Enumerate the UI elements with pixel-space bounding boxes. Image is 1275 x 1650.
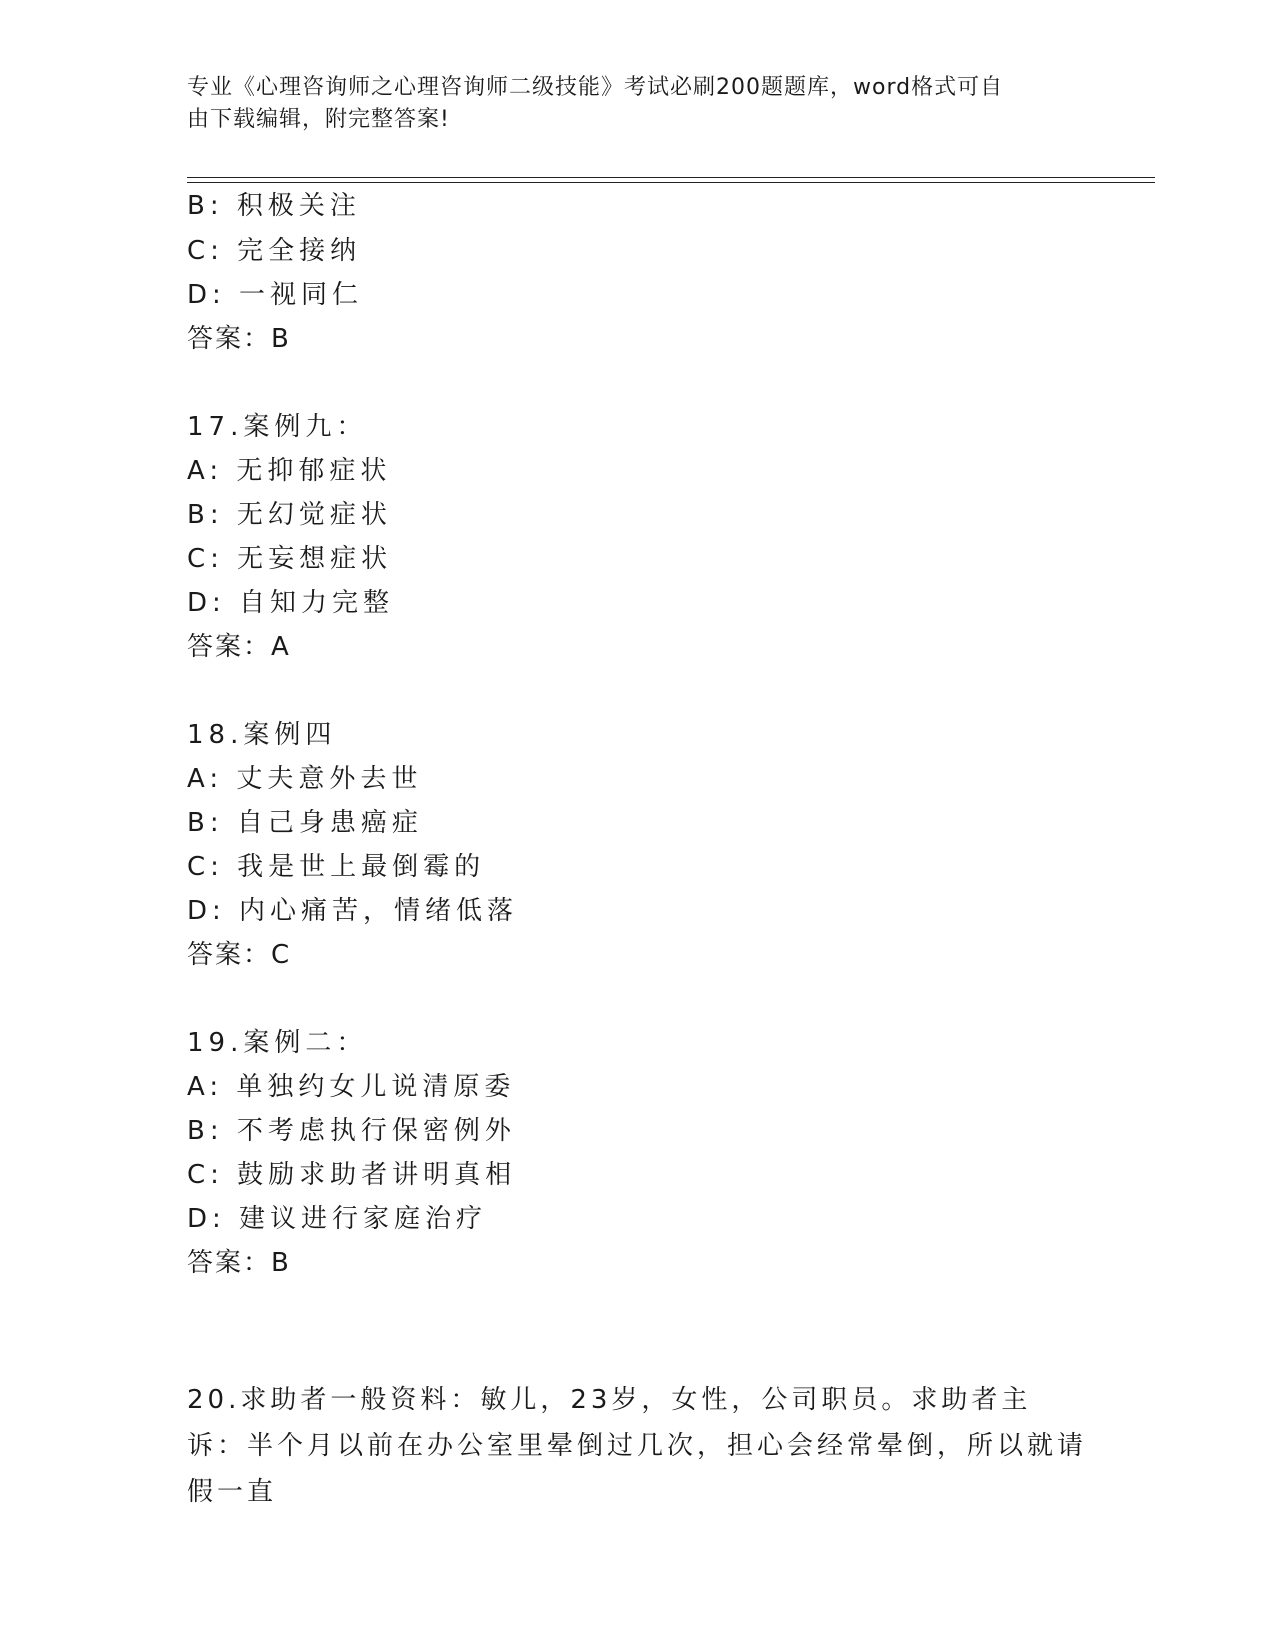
header-divider-bottom: [187, 182, 1155, 183]
q18-option-d: D: 内心痛苦，情绪低落: [187, 896, 519, 926]
q16-option-d: D: 一视同仁: [187, 280, 364, 310]
q19-option-c: C: 鼓励求助者讲明真相: [187, 1160, 517, 1190]
q17-option-a: A: 无抑郁症状: [187, 456, 392, 486]
q18-title: 18.案例四: [187, 720, 337, 750]
header-line-2: 由下载编辑，附完整答案!: [187, 107, 450, 132]
q18-answer: 答案：C: [187, 940, 292, 970]
q18-option-c: C: 我是世上最倒霉的: [187, 852, 486, 882]
q17-answer: 答案：A: [187, 632, 291, 662]
q18-option-a: A: 丈夫意外去世: [187, 764, 423, 794]
document-header: [187, 72, 1067, 136]
q17-title: 17.案例九：: [187, 412, 368, 442]
q17-option-c: C: 无妄想症状: [187, 544, 393, 574]
header-divider-top: [187, 177, 1155, 178]
q19-option-d: D: 建议进行家庭治疗: [187, 1204, 488, 1234]
q20-text: 20.求助者一般资料：敏儿，23岁，女性，公司职员。求助者主诉：半个月以前在办公室里晕倒过几次，担心会经常晕倒，所以就请假一直: [187, 1385, 1088, 1507]
q17-option-d: D: 自知力完整: [187, 588, 395, 618]
q16-option-b: B: 积极关注: [187, 191, 361, 221]
q19-option-b: B: 不考虑执行保密例外: [187, 1116, 516, 1146]
q19-title: 19.案例二：: [187, 1028, 368, 1058]
q16-option-c: C: 完全接纳: [187, 236, 362, 266]
q18-option-b: B: 自己身患癌症: [187, 808, 423, 838]
q19-answer: 答案：B: [187, 1248, 291, 1278]
q16-answer: 答案：B: [187, 324, 291, 354]
q17-option-b: B: 无幻觉症状: [187, 500, 392, 530]
header-line-1: 专业《心理咨询师之心理咨询师二级技能》考试必刷200题题库，word格式可自: [187, 75, 1004, 100]
q19-option-a: A: 单独约女儿说清原委: [187, 1072, 516, 1102]
